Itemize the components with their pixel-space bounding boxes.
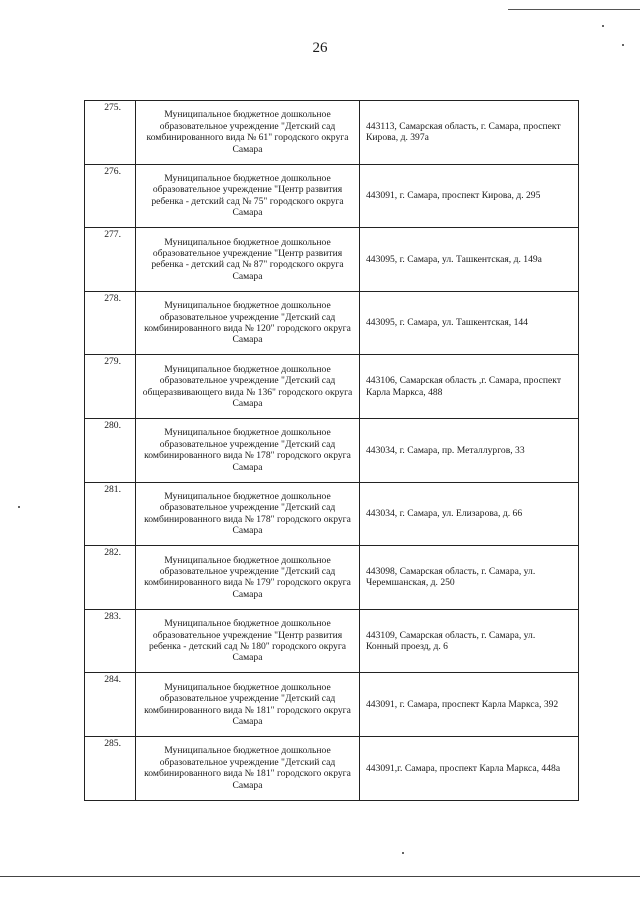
institution-name: Муниципальное бюджетное дошкольное образовательное учреждение "Детский сад комбинированного вида № 181" городского округа Самара (136, 736, 360, 800)
table-row (85, 164, 579, 228)
row-number: 283. (85, 609, 136, 673)
institution-address: 443034, г. Самара, ул. Елизарова, д. 66 (360, 482, 579, 546)
row-number: 279. (85, 355, 136, 419)
row-number: 284. (85, 673, 136, 737)
table-body (85, 101, 579, 801)
row-number: 281. (85, 482, 136, 546)
institution-address: 443109, Самарская область, г. Самара, ул. Конный проезд, д. 6 (360, 609, 579, 673)
bottom-edge-rule (0, 876, 640, 877)
row-number: 280. (85, 418, 136, 482)
institution-address: 443034, г. Самара, пр. Металлургов, 33 (360, 418, 579, 482)
institution-name: Муниципальное бюджетное дошкольное образовательное учреждение "Центр развития ребенка - детский сад № 180" городского округа Самара (136, 609, 360, 673)
institution-name: Муниципальное бюджетное дошкольное образовательное учреждение "Детский сад общеразвивающего вида № 136" городского округа Самара (136, 355, 360, 419)
institution-address: 443106, Самарская область ,г. Самара, проспект Карла Маркса, 488 (360, 355, 579, 419)
scan-speck (402, 852, 404, 854)
scan-speck (602, 25, 604, 27)
institutions-table (84, 100, 579, 801)
row-number: 285. (85, 736, 136, 800)
institution-name: Муниципальное бюджетное дошкольное образовательное учреждение "Детский сад комбинированного вида № 181" городского округа Самара (136, 673, 360, 737)
table-row (85, 291, 579, 355)
row-number: 275. (85, 101, 136, 165)
institution-address: 443113, Самарская область, г. Самара, проспект Кирова, д. 397а (360, 101, 579, 165)
table-row (85, 736, 579, 800)
table-row (85, 673, 579, 737)
row-number: 278. (85, 291, 136, 355)
institution-address: 443091,г. Самара, проспект Карла Маркса, 448а (360, 736, 579, 800)
institution-address: 443091, г. Самара, проспект Кирова, д. 295 (360, 164, 579, 228)
institution-name: Муниципальное бюджетное дошкольное образовательное учреждение "Детский сад комбинированного вида № 179" городского округа Самара (136, 546, 360, 610)
institution-name: Муниципальное бюджетное дошкольное образовательное учреждение "Детский сад комбинированного вида № 178" городского округа Самара (136, 418, 360, 482)
table-row (85, 482, 579, 546)
institution-name: Муниципальное бюджетное дошкольное образовательное учреждение "Детский сад комбинированного вида № 178" городского округа Самара (136, 482, 360, 546)
table-row (85, 355, 579, 419)
table-row (85, 228, 579, 292)
institution-address: 443095, г. Самара, ул. Ташкентская, д. 149а (360, 228, 579, 292)
page-number: 26 (312, 40, 328, 56)
row-number: 282. (85, 546, 136, 610)
institution-name: Муниципальное бюджетное дошкольное образовательное учреждение "Центр развития ребенка - детский сад № 87" городского округа Самара (136, 228, 360, 292)
table-row (85, 418, 579, 482)
institution-name: Муниципальное бюджетное дошкольное образовательное учреждение "Детский сад комбинированного вида № 61" городского округа Самара (136, 101, 360, 165)
scan-speck (18, 506, 20, 508)
top-edge-rule (508, 9, 640, 10)
institution-name: Муниципальное бюджетное дошкольное образовательное учреждение "Детский сад комбинированного вида № 120" городского округа Самара (136, 291, 360, 355)
institution-address: 443098, Самарская область, г. Самара, ул. Черемшанская, д. 250 (360, 546, 579, 610)
table-row (85, 546, 579, 610)
institution-name: Муниципальное бюджетное дошкольное образовательное учреждение "Центр развития ребенка - детский сад № 75" городского округа Самара (136, 164, 360, 228)
row-number: 277. (85, 228, 136, 292)
table-row (85, 609, 579, 673)
institution-address: 443095, г. Самара, ул. Ташкентская, 144 (360, 291, 579, 355)
table-row (85, 101, 579, 165)
row-number: 276. (85, 164, 136, 228)
institution-address: 443091, г. Самара, проспект Карла Маркса, 392 (360, 673, 579, 737)
